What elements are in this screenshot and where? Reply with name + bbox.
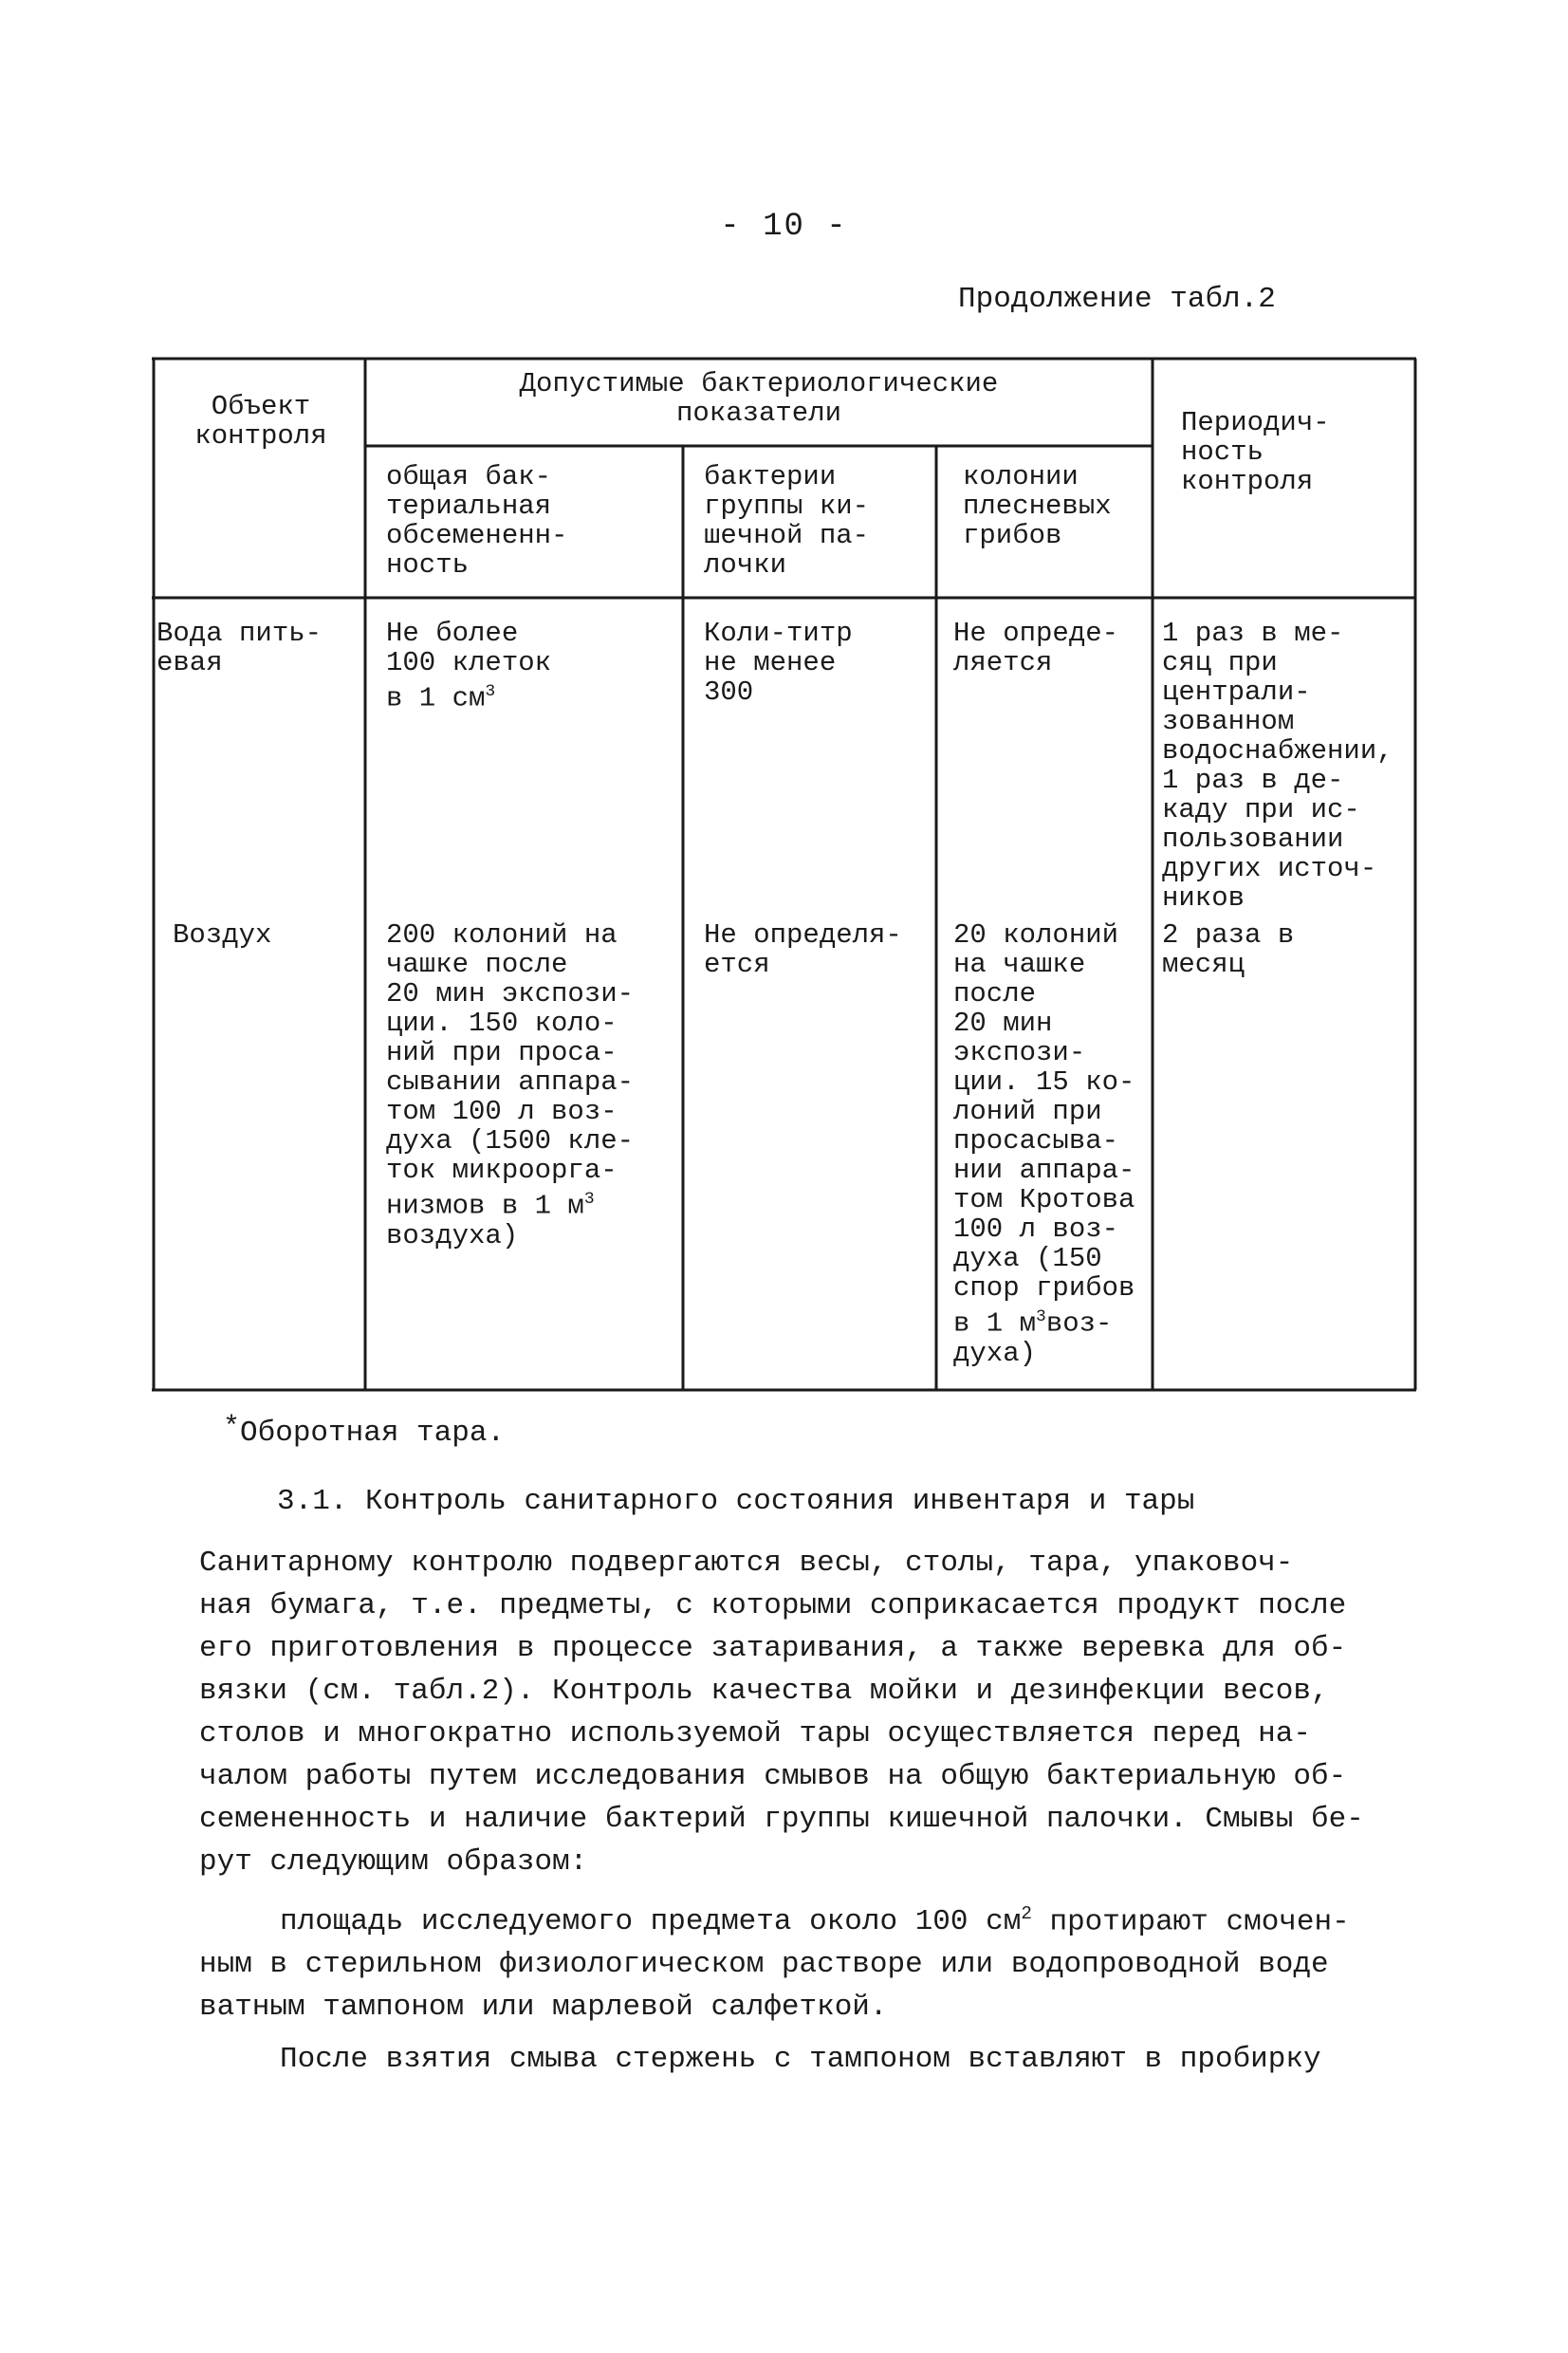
header-object: Объект контроля	[194, 391, 327, 452]
section-title: 3.1. Контроль санитарного состояния инвентаря и тары	[277, 1485, 1195, 1518]
table-continuation-caption: Продолжение табл.2	[958, 283, 1276, 316]
row-air-mold: 20 колоний на чашке после 20 мин экспози- ции. 15 ко- лоний при просасыва- нии аппара- том Кротова 100 л воз- духа (150 спор грибов в 1 $м^3воз-$ духа)	[953, 919, 1135, 1369]
row-water-mold: Не опреде- ляется	[953, 618, 1119, 678]
bacteriological-table	[152, 356, 1418, 1395]
header-coliform: бактерии группы ки- шечной па- лочки	[704, 461, 870, 581]
row-air-total-bacteria: 200 колоний на чашке после 20 мин экспози- ции. 150 коло- ний при проса- сывании аппара- том 100 л воз- духа (1500 кле- ток микроорга- низмов в 1 $м^3$ воздуха)	[386, 919, 635, 1251]
header-total-bacteria: общая бак- териальная обсемененн- ность	[386, 461, 568, 581]
paragraph-3: После взятия смыва стержень с тампоном вставляют в пробирку	[280, 2043, 1321, 2076]
row-air-periodicity: 2 раза в месяц	[1162, 919, 1295, 980]
row-water-periodicity: 1 раз в ме- сяц при централи- зованном водоснабжении, 1 раз в де- каду при ис- пользовании других источ- ников	[1162, 618, 1393, 914]
row-water-object: Вода пить- евая	[157, 618, 323, 678]
header-periodicity: Периодич- ность контроля	[1181, 407, 1330, 497]
row-air-coliform: Не определя- ется	[704, 919, 902, 980]
row-water-total-bacteria: Не более 100 клеток в 1 $см^3$	[386, 618, 552, 714]
paragraph-2: площадь исследуемого предмета около 100 $см^2$ протирают смочен- ным в стерильном физиологическом растворе или водопроводной воде ватным тампоном или марлевой салфеткой.	[199, 1903, 1350, 2025]
row-water-coliform: Коли-титр не менее 300	[704, 618, 853, 708]
header-group: Допустимые бактериологические показатели	[519, 368, 999, 429]
paragraph-1: Санитарному контролю подвергаются весы, столы, тара, упаковоч- ная бумага, т.е. предметы, с которыми соприкасается продукт после его приготовления в процессе затаривания, а также веревка для об- вязки (см. табл.2). Контроль качества мойки и дезинфекции весов, столов и многократно используемой тары осуществляется перед на- чалом работы путем исследования смывов на общую бактериальную об- семененность и наличие бактерий группы кишечной палочки. Смывы бе- рут следующим образом:	[199, 1547, 1364, 1879]
header-mold: колонии плесневых грибов	[963, 461, 1112, 551]
footnote	[223, 1412, 505, 1450]
footnote-marker: *	[223, 1412, 241, 1444]
row-air-object: Воздух	[173, 919, 272, 951]
footnote-text: Оборотная тара.	[240, 1417, 506, 1450]
page-number: - 10 -	[720, 209, 848, 245]
